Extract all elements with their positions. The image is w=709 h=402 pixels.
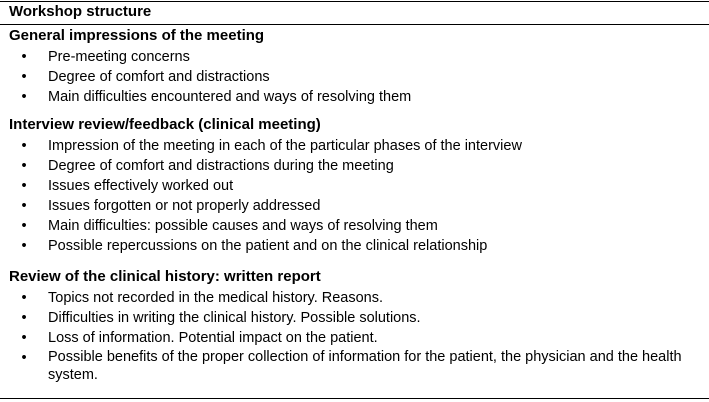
list-item xyxy=(0,328,709,348)
table-top-rule xyxy=(0,1,709,2)
list-item-text: Difficulties in writing the clinical history. Possible solutions. xyxy=(48,310,421,326)
bullet-icon: • xyxy=(21,138,27,154)
list-item-text: Impression of the meeting in each of the particular phases of the interview xyxy=(48,138,522,154)
list-item xyxy=(0,87,709,107)
list-item xyxy=(0,176,709,196)
bullet-icon: • xyxy=(21,310,27,326)
bullet-list xyxy=(0,288,709,384)
list-item-text: Possible benefits of the proper collection of information for the patient, the physician and the health system. xyxy=(48,349,682,383)
list-item-text: Degree of comfort and distractions xyxy=(48,69,270,85)
bullet-icon: • xyxy=(21,238,27,254)
bullet-icon: • xyxy=(21,49,27,65)
bullet-icon: • xyxy=(21,178,27,194)
list-item xyxy=(0,67,709,87)
list-item-text: Topics not recorded in the medical history. Reasons. xyxy=(48,290,384,306)
list-item xyxy=(0,136,709,156)
bullet-icon: • xyxy=(21,69,27,85)
table-bottom-rule xyxy=(0,398,709,399)
list-item-text: Loss of information. Potential impact on the patient. xyxy=(48,330,378,346)
list-item xyxy=(0,348,709,384)
list-item xyxy=(0,288,709,308)
list-item xyxy=(0,156,709,176)
list-item-text: Pre-meeting concerns xyxy=(48,49,190,65)
list-item xyxy=(0,47,709,67)
bullet-icon: • xyxy=(21,89,27,105)
list-item xyxy=(0,236,709,256)
list-item-text: Issues effectively worked out xyxy=(48,178,234,194)
list-item-text: Main difficulties: possible causes and ways of resolving them xyxy=(48,218,438,234)
bullet-list xyxy=(0,47,709,107)
bullet-icon: • xyxy=(21,290,27,306)
section-title: Interview review/feedback (clinical meeting) xyxy=(9,116,321,133)
list-item xyxy=(0,196,709,216)
table-header-title: Workshop structure xyxy=(9,3,152,20)
bullet-icon: • xyxy=(21,158,27,174)
list-item-text: Issues forgotten or not properly addressed xyxy=(48,198,321,214)
list-item xyxy=(0,308,709,328)
bullet-icon: • xyxy=(21,350,27,366)
list-item xyxy=(0,216,709,236)
bullet-list xyxy=(0,136,709,256)
bullet-icon: • xyxy=(21,198,27,214)
list-item-text: Possible repercussions on the patient and on the clinical relationship xyxy=(48,238,488,254)
section-title: General impressions of the meeting xyxy=(9,27,265,44)
bullet-icon: • xyxy=(21,330,27,346)
list-item-text: Degree of comfort and distractions during the meeting xyxy=(48,158,394,174)
table-header-rule xyxy=(0,24,709,25)
list-item-text: Main difficulties encountered and ways of resolving them xyxy=(48,89,412,105)
section-title: Review of the clinical history: written report xyxy=(9,268,321,285)
bullet-icon: • xyxy=(21,218,27,234)
